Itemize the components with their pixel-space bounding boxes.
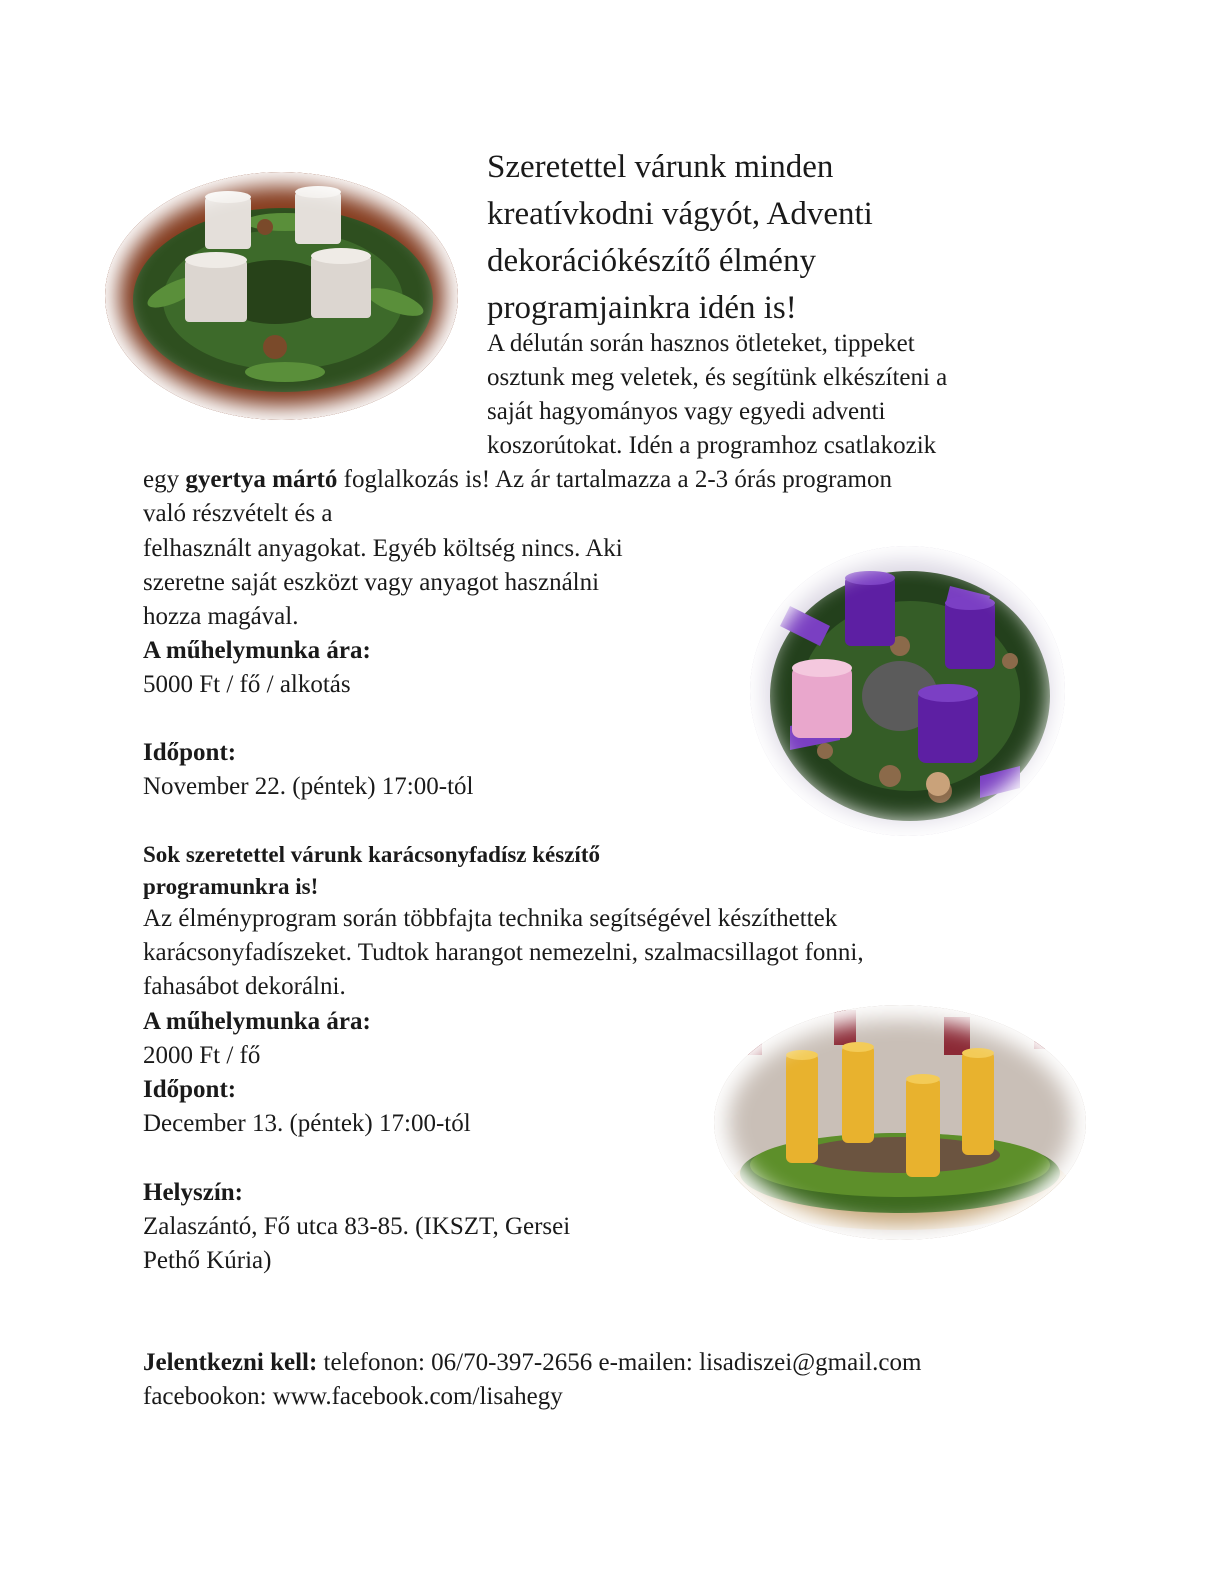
intro-line-5-pre: egy [143,466,186,493]
headline-line-1: Szeretettel várunk minden [487,149,834,185]
intro-line-1: A délután során hasznos ötleteket, tippeket [487,330,915,357]
intro-line-3: saját hagyományos vagy egyedi adventi [487,398,886,425]
workshop2-desc-line-1: Az élményprogram során többfajta technika segítségével készíthettek [143,905,838,932]
photo-vignette [714,1005,1086,1240]
intro-line-7: felhasznált anyagokat. Egyéb költség nincs. Aki [143,535,623,562]
yellow-candle-wreath-photo [714,1005,1086,1240]
contact-line-1 [143,1346,921,1380]
workshop1-price-label: A műhelymunka ára: [143,637,371,664]
white-candle-wreath-photo [105,172,458,420]
intro-line-6: való részvételt és a [143,500,333,527]
headline-line-4: programjainkra idén is! [487,290,797,326]
photo-vignette [105,172,458,420]
workshop2-desc-line-3: fahasábot dekorálni. [143,973,346,1000]
intro-line-4: koszorútokat. Idén a programhoz csatlakozik [487,432,937,459]
intro-line-9: hozza magával. [143,603,299,630]
workshop1-price-value: 5000 Ft / fő / alkotás [143,671,351,698]
candle-dipping-highlight: gyertya mártó [185,466,338,493]
location-line-2: Pethő Kúria) [143,1247,272,1274]
workshop2-date-label: Időpont: [143,1076,237,1103]
workshop2-price-value: 2000 Ft / fő [143,1042,261,1069]
photo-vignette [750,546,1065,836]
headline-line-3: dekorációkészítő élmény [487,243,816,279]
headline [487,144,873,332]
workshop2-price-label: A műhelymunka ára: [143,1008,371,1035]
workshop2-title-line-1: Sok szeretettel várunk karácsonyfadísz készítő [143,842,600,867]
intro-line-2: osztunk meg veletek, és segítünk elkészíteni a [487,364,948,391]
contact-phone-email: telefonon: 06/70-397-2656 e-mailen: lisadiszei@gmail.com [317,1349,922,1376]
workshop2-desc-line-2: karácsonyfadíszeket. Tudtok harangot nemezelni, szalmacsillagot fonni, [143,939,864,966]
purple-candle-wreath-photo [750,546,1065,836]
contact-label: Jelentkezni kell: [143,1349,318,1376]
intro-line-5 [143,463,892,497]
workshop1-date-label: Időpont: [143,739,237,766]
workshop1-date-value: November 22. (péntek) 17:00-tól [143,773,474,800]
headline-line-2: kreatívkodni vágyót, Adventi [487,196,873,232]
intro-line-5-post: foglalkozás is! Az ár tartalmazza a 2-3 órás programon [337,466,893,493]
workshop2-title-line-2: programunkra is! [143,874,319,899]
workshop2-date-value: December 13. (péntek) 17:00-tól [143,1110,471,1137]
location-line-1: Zalaszántó, Fő utca 83-85. (IKSZT, Gersei [143,1213,571,1240]
contact-facebook: facebookon: www.facebook.com/lisahegy [143,1383,563,1410]
location-label: Helyszín: [143,1179,243,1206]
intro-line-8: szeretne saját eszközt vagy anyagot használni [143,569,600,596]
